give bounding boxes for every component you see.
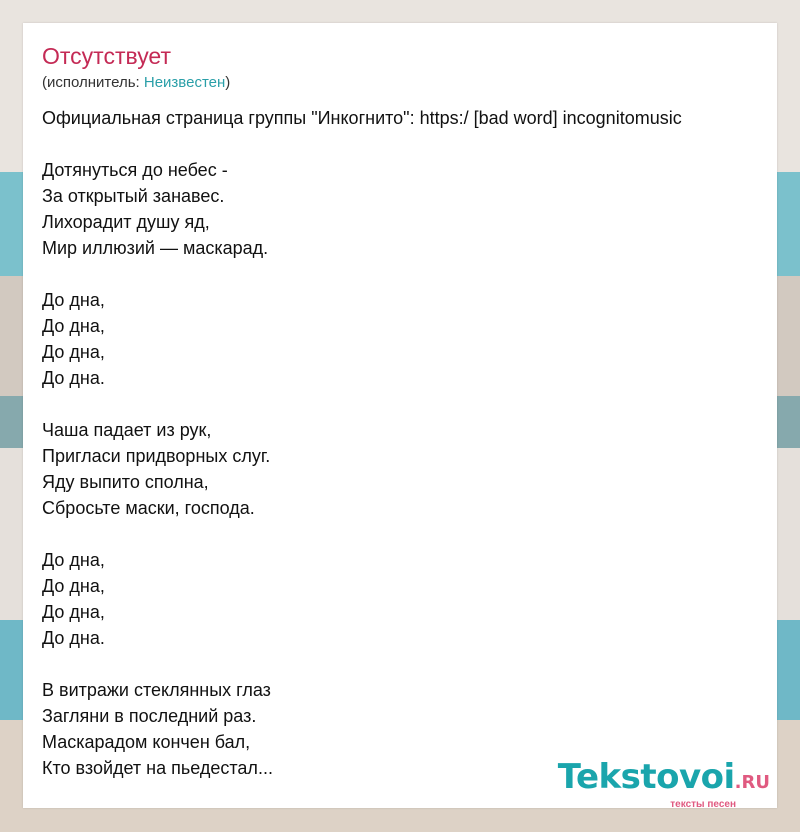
watermark-brand: Tekstovoi	[557, 757, 735, 797]
artist-line	[42, 74, 230, 91]
lyrics-text: Официальная страница группы "Инкогнито": https:/ [bad word] incognitomusic Дотянуться до небес - За открытый занавес. Лихорадит душу яд, Мир иллюзий — маскарад. До дна, До дна, До дна, До дна. Чаша падает из рук, Пригласи придворных слуг. Яду выпито сполна, Сбросьте маски, господа. До дна, До дна, До дна, До дна. В витражи стеклянных глаз Загляни в последний раз. Маскарадом кончен бал, Кто взойдет на пьедестал...	[42, 108, 682, 778]
watermark-tld: .RU	[734, 772, 770, 793]
artist-link[interactable]: Неизвестен	[143, 74, 226, 91]
lyrics-card	[23, 23, 777, 808]
watermark-tagline: тексты песен	[670, 799, 736, 810]
artist-prefix: (исполнитель:	[42, 74, 144, 91]
watermark-logo	[557, 757, 770, 800]
artist-suffix: )	[225, 74, 231, 91]
site-watermark	[557, 757, 770, 810]
song-title: Отсутствует	[42, 43, 171, 69]
